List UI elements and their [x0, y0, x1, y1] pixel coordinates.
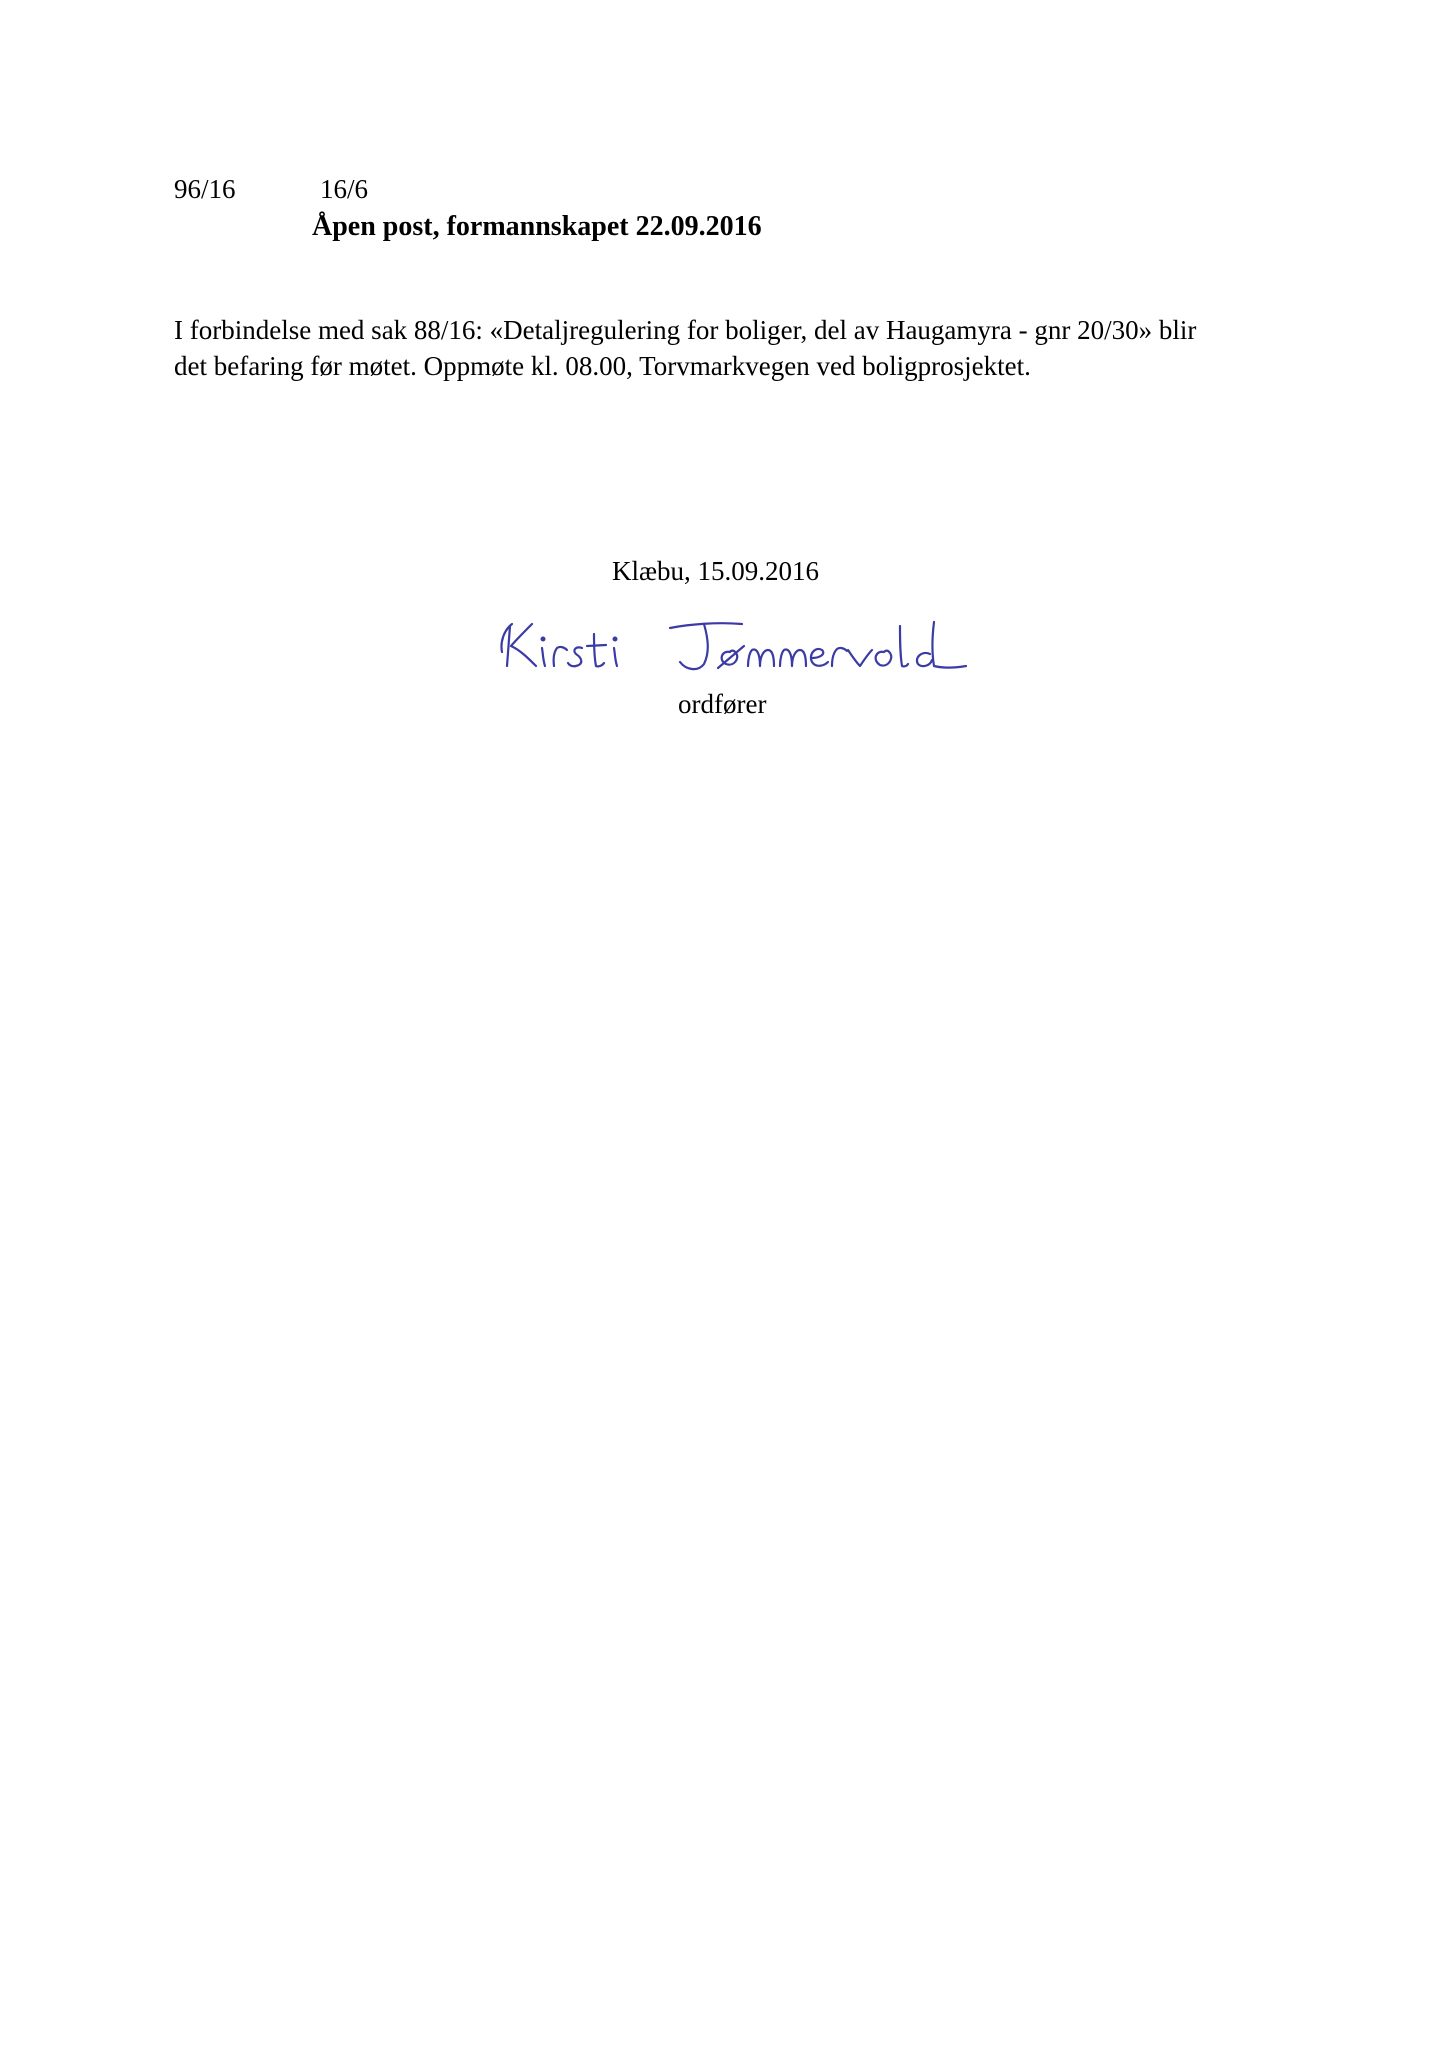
body-line: det befaring før møtet. Oppmøte kl. 08.00, Torvmarkvegen ved boligprosjektet.: [174, 351, 1031, 381]
handwritten-signature: [490, 612, 970, 680]
body-text: [174, 312, 1294, 384]
reference-number: 16/6: [320, 174, 369, 204]
document-heading: Åpen post, formannskapet 22.09.2016: [312, 211, 762, 242]
body-line: I forbindelse med sak 88/16: «Detaljregulering for boliger, del av Haugamyra - gnr 20/30» blir: [174, 315, 1197, 345]
place-and-date: Klæbu, 15.09.2016: [612, 556, 820, 586]
signatory-role: ordfører: [678, 689, 767, 719]
case-number: 96/16: [174, 174, 236, 204]
